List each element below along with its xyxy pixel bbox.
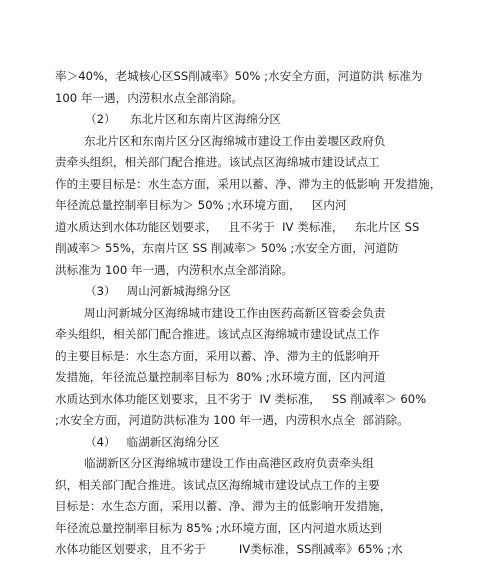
text-line: 作的主要目标是：水生态方面，采用以蓄、净、滞为主的低影响 开发措施， [55, 176, 442, 191]
text-line: 削减率＞ 55%，东南片区 SS 削减率＞ 50% ;水安全方面，河道防 [55, 241, 399, 255]
text-line: 年径流总量控制率目标为 85% ;水环境方面，区内河道水质达到 [55, 520, 382, 535]
text-line: 水体功能区划要求，且不劣于 IV类标准，SS削减率》65% ;水 [55, 542, 403, 556]
text-line: ;水安全方面，河道防洪标准为 100 年一遇，内涝积水点全 部消除。 [55, 413, 409, 427]
text-line: 织，相关部门配合推进。该试点区海绵城市建设试点工作的主要 [55, 477, 380, 492]
section-heading: （2） 东北片区和东南片区海绵分区 [85, 112, 282, 126]
text-line: 目标是：水生态方面，采用以蓄、净、滞为主的低影响开发措施， [55, 499, 392, 513]
text-line: 发措施，年径流总量控制率目标为 80% ;水环境方面，区内河道 [55, 370, 386, 384]
text-line: 临湖新区分区海绵城市建设工作由高港区政府负责牵头组 [84, 456, 374, 470]
section-heading: （4） 临湖新区海绵分区 [85, 434, 220, 449]
text-line: 周山河新城分区海绵城市建设工作由医药高新区管委会负责 [84, 305, 386, 320]
text-line: 牵头组织，相关部门配合推进。该试点区海绵城市建设试点工作 [55, 327, 380, 341]
text-line: 道水质达到水体功能区划要求， 且不劣于 IV 类标准， 东北片区 SS [55, 219, 420, 234]
text-line: 年径流总量控制率目标为＞ 50% ;水环境方面， 区内河 [55, 198, 347, 212]
text-line: 的主要目标是：水生态方面，采用以蓄、净、滞为主的低影响开 [55, 348, 380, 363]
text-line: 东北片区和东南片区分区海绵城市建设工作由姜堰区政府负 [84, 133, 386, 148]
text-line: 洪标准为 100 年一遇，内涝积水点全部消除。 [55, 262, 294, 277]
text-line: 率＞40%，老城核心区SS削减率》50% ;水安全方面，河道防洪 标准为 [55, 69, 423, 83]
text-line: 100 年一遇，内涝积水点全部消除。 [55, 90, 244, 105]
text-line: 责牵头组织，相关部门配合推进。该试点区海绵城市建设试点工 [55, 155, 380, 169]
section-heading: （3） 周山河新城海绵分区 [85, 284, 231, 298]
text-line: 水质达到水体功能区划要求，且不劣于 IV 类标准， SS 削减率＞ 60% [55, 391, 427, 406]
